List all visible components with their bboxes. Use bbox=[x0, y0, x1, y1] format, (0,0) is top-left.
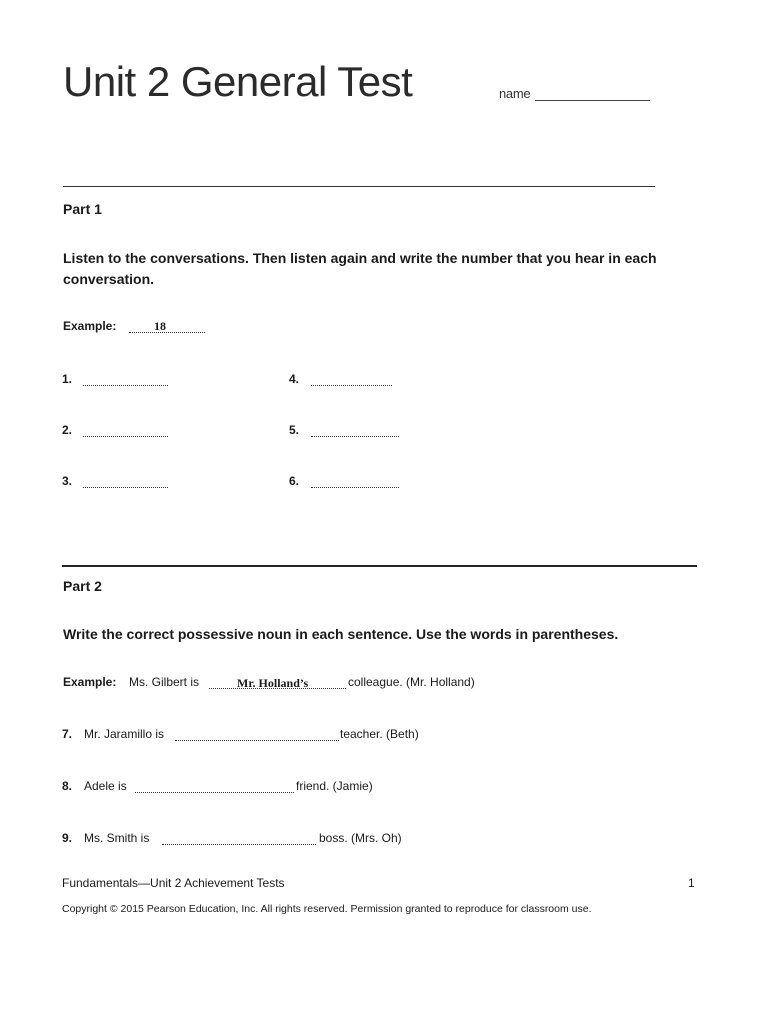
item-3-number: 3. bbox=[62, 474, 73, 488]
item-9-after: boss. (Mrs. Oh) bbox=[319, 831, 402, 845]
name-label: name bbox=[499, 86, 531, 101]
part1-example-blank bbox=[129, 332, 205, 333]
item-2-blank[interactable] bbox=[83, 436, 168, 437]
part2-example-answer: Mr. Holland’s bbox=[237, 676, 309, 690]
item-6-blank[interactable] bbox=[311, 487, 399, 488]
part1-example-answer: 18 bbox=[154, 319, 166, 333]
divider-top bbox=[63, 186, 655, 187]
item-8-blank[interactable] bbox=[135, 792, 294, 793]
name-blank-line[interactable] bbox=[535, 100, 650, 101]
item-1-number: 1. bbox=[62, 372, 73, 386]
part1-heading: Part 1 bbox=[63, 201, 102, 217]
part2-heading: Part 2 bbox=[63, 578, 102, 594]
item-7-number: 7. bbox=[62, 727, 73, 741]
part2-example-label: Example: bbox=[63, 675, 117, 689]
item-5-blank[interactable] bbox=[311, 436, 399, 437]
item-7-after: teacher. (Beth) bbox=[340, 727, 419, 741]
footer-title: Fundamentals—Unit 2 Achievement Tests bbox=[62, 876, 285, 890]
item-9-before: Ms. Smith is bbox=[84, 831, 150, 845]
item-9-number: 9. bbox=[62, 831, 73, 845]
item-4-blank[interactable] bbox=[311, 385, 392, 386]
item-7-blank[interactable] bbox=[175, 740, 339, 741]
divider-middle bbox=[62, 565, 697, 567]
page-title: Unit 2 General Test bbox=[63, 58, 413, 105]
part1-example-label: Example: bbox=[63, 319, 117, 333]
copyright-notice: Copyright © 2015 Pearson Education, Inc. All rights reserved. Permission granted to reproduce for classroom use. bbox=[62, 903, 592, 915]
part2-example-before: Ms. Gilbert is bbox=[129, 675, 200, 689]
part2-example-after: colleague. (Mr. Holland) bbox=[348, 675, 475, 689]
item-4-number: 4. bbox=[289, 372, 300, 386]
item-7-before: Mr. Jaramillo is bbox=[84, 727, 165, 741]
item-5-number: 5. bbox=[289, 423, 300, 437]
page-number: 1 bbox=[688, 876, 695, 890]
item-1-blank[interactable] bbox=[83, 385, 168, 386]
item-3-blank[interactable] bbox=[83, 487, 168, 488]
part2-instructions: Write the correct possessive noun in each sentence. Use the words in parentheses. bbox=[63, 626, 619, 642]
item-8-after: friend. (Jamie) bbox=[296, 779, 373, 793]
part1-instructions: Listen to the conversations. Then listen again and write the number that you hear in each conversation. bbox=[63, 250, 657, 287]
item-9-blank[interactable] bbox=[162, 844, 316, 845]
item-6-number: 6. bbox=[289, 474, 300, 488]
item-8-number: 8. bbox=[62, 779, 73, 793]
item-2-number: 2. bbox=[62, 423, 73, 437]
item-8-before: Adele is bbox=[84, 779, 127, 793]
